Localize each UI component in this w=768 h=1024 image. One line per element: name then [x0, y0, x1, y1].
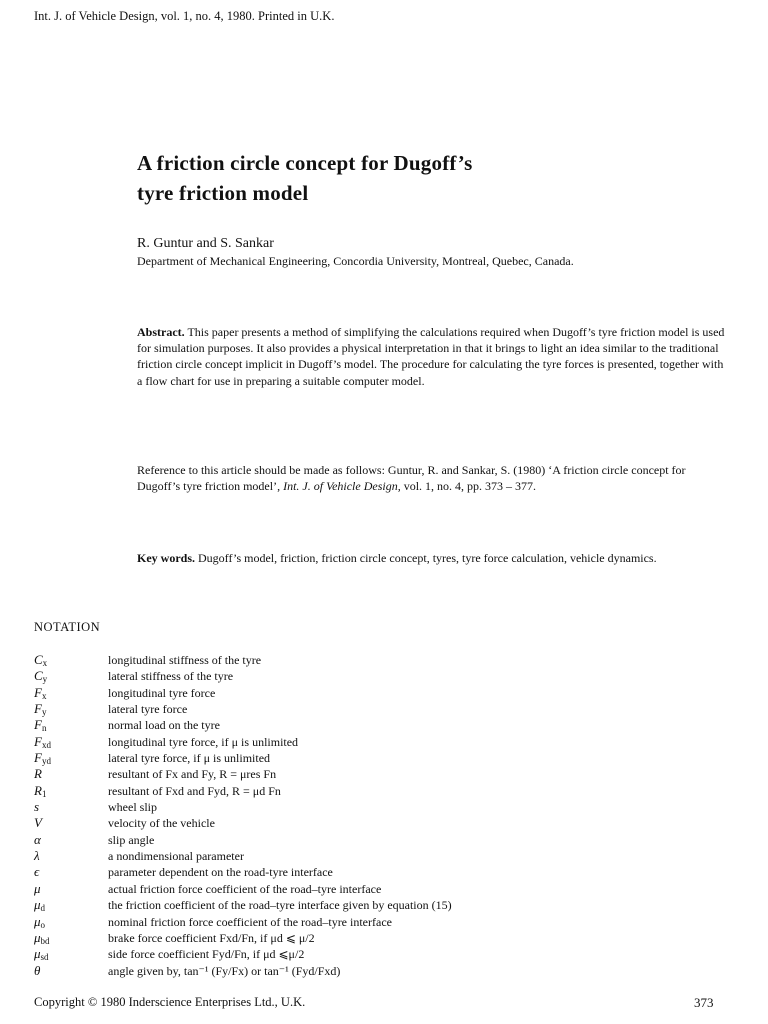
notation-symbol: $F_y$ [34, 701, 47, 718]
notation-symbol: $F_{yd}$ [34, 750, 51, 767]
notation-symbol: ϵ [34, 864, 40, 880]
abstract-label: Abstract. [137, 325, 185, 339]
notation-heading: NOTATION [34, 620, 101, 634]
page-number: 373 [694, 995, 714, 1010]
title-line-2: tyre friction model [137, 181, 309, 205]
notation-item [34, 750, 734, 766]
notation-symbol: R [34, 766, 42, 782]
notation-item [34, 914, 734, 930]
notation-subscript: y [41, 707, 47, 718]
notation-symbol: $R_1$ [34, 782, 47, 799]
notation-definition: slip angle [108, 832, 155, 847]
reference-journal: Int. J. of Vehicle Design, [283, 479, 401, 494]
notation-item [34, 881, 734, 897]
notation-definition: lateral stiffness of the tyre [108, 669, 234, 684]
notation-symbol: $F_x$ [34, 684, 47, 701]
title-line-1: A friction circle concept for Dugoff’s [137, 151, 473, 175]
notation-definition: resultant of Fxd and Fyd, R = μd Fn [108, 783, 281, 798]
keywords-label: Key words. [137, 551, 195, 565]
notation-symbol: α [34, 831, 41, 847]
journal-citation: Int. J. of Vehicle Design, vol. 1, no. 4, 1980. Printed in U.K. [34, 9, 335, 23]
notation-symbol: V [34, 815, 42, 831]
notation-item [34, 815, 734, 831]
notation-definition: the friction coefficient of the road–tyre interface given by equation (15) [108, 898, 452, 913]
notation-subscript: 1 [41, 788, 47, 799]
notation-definition: angle given by, tan⁻¹ (Fy/Fx) or tan⁻¹ (Fyd/Fxd) [108, 963, 341, 978]
notation-definition: normal load on the tyre [108, 718, 220, 733]
notation-symbol: θ [34, 962, 41, 978]
keywords-text: Dugoff’s model, friction, friction circle concept, tyres, tyre force calculation, vehicle dynamics. [198, 551, 657, 565]
notation-item [34, 701, 734, 717]
reference-note [137, 462, 727, 494]
notation-item [34, 946, 734, 962]
notation-definition: wheel slip [108, 800, 157, 815]
abstract-text: This paper presents a method of simplifying the calculations required when Dugoff’s tyre friction model is used for simulation purposes. It also provides a physical interpretation in that it brings to light an idea similar to the traditional friction circle concept implicit in Dugoff’s model. The procedure for calculating the tyre forces is presented, together with a flow chart for use in preparing a suitable computer model. [137, 325, 725, 388]
notation-definition: a nondimensional parameter [108, 849, 244, 864]
notation-symbol: λ [34, 848, 40, 864]
notation-item [34, 734, 734, 750]
notation-definition: parameter dependent on the road-tyre interface [108, 865, 333, 880]
notation-subscript: d [40, 903, 46, 914]
notation-subscript: o [40, 919, 46, 930]
keywords [137, 550, 727, 566]
notation-item [34, 832, 734, 848]
notation-definition: nominal friction force coefficient of the road–tyre interface [108, 914, 392, 929]
notation-item [34, 963, 734, 979]
notation-item [34, 799, 734, 815]
notation-subscript: sd [40, 952, 49, 963]
notation-item [34, 783, 734, 799]
notation-subscript: bd [40, 935, 50, 946]
notation-symbol: $F_{xd}$ [34, 733, 51, 750]
notation-item [34, 717, 734, 733]
abstract [137, 324, 727, 389]
notation-item [34, 668, 734, 684]
notation-definition: actual friction force coefficient of the road–tyre interface [108, 881, 382, 896]
notation-item [34, 864, 734, 880]
notation-symbol: $\mu_d$ [34, 897, 46, 914]
affiliation: Department of Mechanical Engineering, Concordia University, Montreal, Quebec, Canada. [137, 254, 574, 268]
notation-symbol: $F_n$ [34, 717, 47, 734]
reference-text: Guntur, R. and Sankar, S. (1980) ‘A friction circle concept for Dugoff’s tyre friction model’, [137, 463, 686, 494]
notation-subscript: yd [41, 756, 51, 767]
notation-definition: longitudinal tyre force [108, 685, 216, 700]
notation-definition: brake force coefficient Fxd/Fn, if μd ⩽ μ/2 [108, 930, 315, 945]
reference-label: Reference to this article should be made as follows: [137, 463, 385, 477]
notation-list [34, 652, 734, 979]
notation-definition: side force coefficient Fyd/Fn, if μd ⩽μ/2 [108, 947, 305, 962]
notation-definition: longitudinal tyre force, if μ is unlimited [108, 734, 299, 749]
authors: R. Guntur and S. Sankar [137, 236, 274, 251]
notation-definition: longitudinal stiffness of the tyre [108, 653, 262, 667]
notation-item [34, 766, 734, 782]
notation-item [34, 897, 734, 913]
notation-symbol: $\mu_o$ [34, 913, 46, 930]
notation-definition: resultant of Fx and Fy, R = μres Fn [108, 767, 277, 782]
notation-item [34, 652, 734, 668]
notation-subscript: xd [41, 739, 51, 750]
notation-item [34, 848, 734, 864]
notation-symbol: $C_y$ [34, 668, 48, 685]
notation-symbol: μ [34, 880, 41, 896]
notation-subscript: x [42, 658, 48, 668]
notation-definition: lateral tyre force [108, 702, 188, 717]
notation-symbol: $\mu_{sd}$ [34, 946, 49, 963]
notation-definition: velocity of the vehicle [108, 816, 215, 831]
reference-volume: vol. 1, no. 4, pp. 373 – 377. [403, 479, 537, 494]
notation-symbol: $\mu_{bd}$ [34, 929, 50, 946]
notation-item [34, 930, 734, 946]
notation-symbol: $C_x$ [34, 652, 48, 668]
notation-definition: lateral tyre force, if μ is unlimited [108, 751, 271, 766]
notation-subscript: y [42, 674, 48, 685]
notation-subscript: n [41, 723, 47, 734]
copyright-notice: Copyright © 1980 Inderscience Enterprises Ltd., U.K. [34, 995, 306, 1009]
notation-subscript: x [41, 690, 47, 701]
article-title [137, 148, 473, 208]
notation-item [34, 685, 734, 701]
notation-symbol: s [34, 799, 40, 815]
